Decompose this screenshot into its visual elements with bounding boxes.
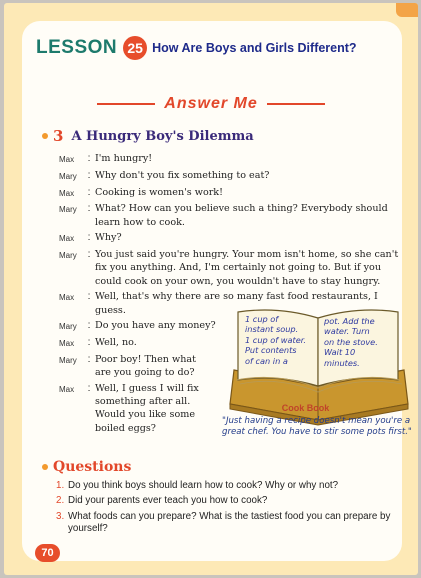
speaker: Max [59, 155, 75, 164]
question-item [56, 480, 391, 492]
speaker: Max [59, 293, 75, 303]
page-number-badge: 70 [35, 544, 60, 562]
question-number: 1. [56, 480, 65, 491]
answer-me-banner [4, 95, 418, 113]
cookbook-caption: Cook Book [281, 403, 330, 413]
recipe-line: Put contents [245, 345, 297, 356]
lesson-header [36, 33, 357, 63]
dialogue-line: Max : Cooking is women's work! [59, 186, 399, 200]
line-text: Well, I guess I will fix something after all. Would you like some boiled eggs? [95, 382, 199, 434]
recipe-line: on the stove. [324, 336, 378, 347]
section-title: A Hungry Boy's Dilemma [71, 128, 254, 144]
dialogue-line: Max : Well, I guess I will fix something after all. Would you like some boiled eggs? [59, 382, 399, 435]
cookbook-quote: "Just having a recipe doesn't mean you're a great chef. You have to stir some pots first." [222, 416, 412, 437]
divider-right [267, 103, 325, 105]
line-text: Well, that's why there are so many fast food restaurants, I guess. [95, 291, 378, 316]
speaker: Mary [59, 355, 77, 365]
questions-list [56, 480, 391, 539]
speaker: Max [59, 234, 75, 244]
question-item [56, 511, 391, 536]
speaker: Max [59, 188, 75, 198]
questions-title: Questions [53, 459, 132, 475]
line-text: What? How can you believe such a thing? Everybody should learn how to cook. [95, 203, 388, 228]
section-heading [42, 127, 254, 145]
dialogue-line: Max : Why? [59, 231, 399, 245]
question-text: Did your parents ever teach you how to cook? [68, 495, 268, 507]
line-text: Do you have any money? [95, 320, 216, 332]
recipe-line: 1 cup of water. [245, 334, 306, 345]
dialogue-line: Max : Well, that's why there are so many fast food restaurants, I guess. [59, 290, 399, 316]
line-text: Why? [95, 232, 122, 244]
speaker: Mary [59, 322, 77, 332]
dialogue-line: Max : Well, no. [59, 336, 399, 350]
divider-left [97, 103, 155, 105]
question-text: What foods can you prepare? What is the tastiest food you can prepare by yourself? [68, 510, 391, 535]
dialogue-line: Mary : You just said you're hungry. Your mom isn't home, so she can't fix you anything. And, I'm certainly not going to. But if you could cook on your own, you wouldn't have to stay hungry. [59, 249, 399, 287]
questions-heading [42, 459, 131, 475]
question-text: Do you think boys should learn how to cook? Why or why not? [68, 480, 339, 491]
line-text: Well, no. [95, 337, 137, 349]
line-text: Why don't you fix something to eat? [95, 169, 270, 181]
speaker: Mary [59, 171, 77, 181]
question-number: 2. [56, 495, 65, 507]
corner-tab [396, 3, 418, 17]
recipe-left-page [245, 314, 306, 366]
bullet-icon [42, 133, 48, 139]
speaker: Max [59, 384, 75, 394]
bullet-icon [42, 464, 48, 470]
recipe-line: 1 cup of [245, 314, 279, 324]
answer-me-heading: Answer Me [164, 95, 258, 112]
textbook-page [4, 3, 418, 575]
line-text: Poor boy! Then what are you going to do? [95, 353, 196, 379]
dialogue-line: Max : I'm hungry! [59, 152, 399, 166]
recipe-line: instant soup. [245, 324, 299, 335]
speaker: Mary [59, 251, 77, 261]
recipe-line: water. Turn [324, 326, 370, 337]
recipe-line: of can in a [245, 355, 288, 366]
dialogue-line: Mary : What? How can you believe such a thing? Everybody should learn how to cook. [59, 202, 399, 228]
recipe-line: Wait 10 [324, 347, 356, 358]
recipe-line: pot. Add the [324, 316, 375, 326]
recipe-right-page [324, 316, 378, 368]
dialogue-line: Mary : Poor boy! Then what are you going to do? [59, 353, 399, 379]
question-number: 3. [56, 510, 65, 522]
dialogue-line: Mary : Do you have any money? [59, 319, 399, 333]
speaker: Max [59, 339, 75, 349]
speaker: Mary [59, 205, 77, 215]
question-item [56, 495, 391, 507]
lesson-title: How Are Boys and Girls Different? [152, 41, 357, 55]
lesson-number-badge: 25 [123, 36, 147, 60]
line-text: You just said you're hungry. Your mom isn't home, so she can't fix you anything. And, I'm certainly not going to. But if you could cook on your own, you wouldn't have to stay hungry. [95, 249, 399, 287]
lesson-word: LESSON [36, 37, 118, 58]
line-text: I'm hungry! [95, 153, 153, 164]
dialogue-line: Mary : Why don't you fix something to eat? [59, 169, 399, 183]
recipe-line: minutes. [324, 357, 360, 368]
line-text: Cooking is women's work! [95, 186, 223, 198]
section-number: 3 [53, 127, 64, 145]
